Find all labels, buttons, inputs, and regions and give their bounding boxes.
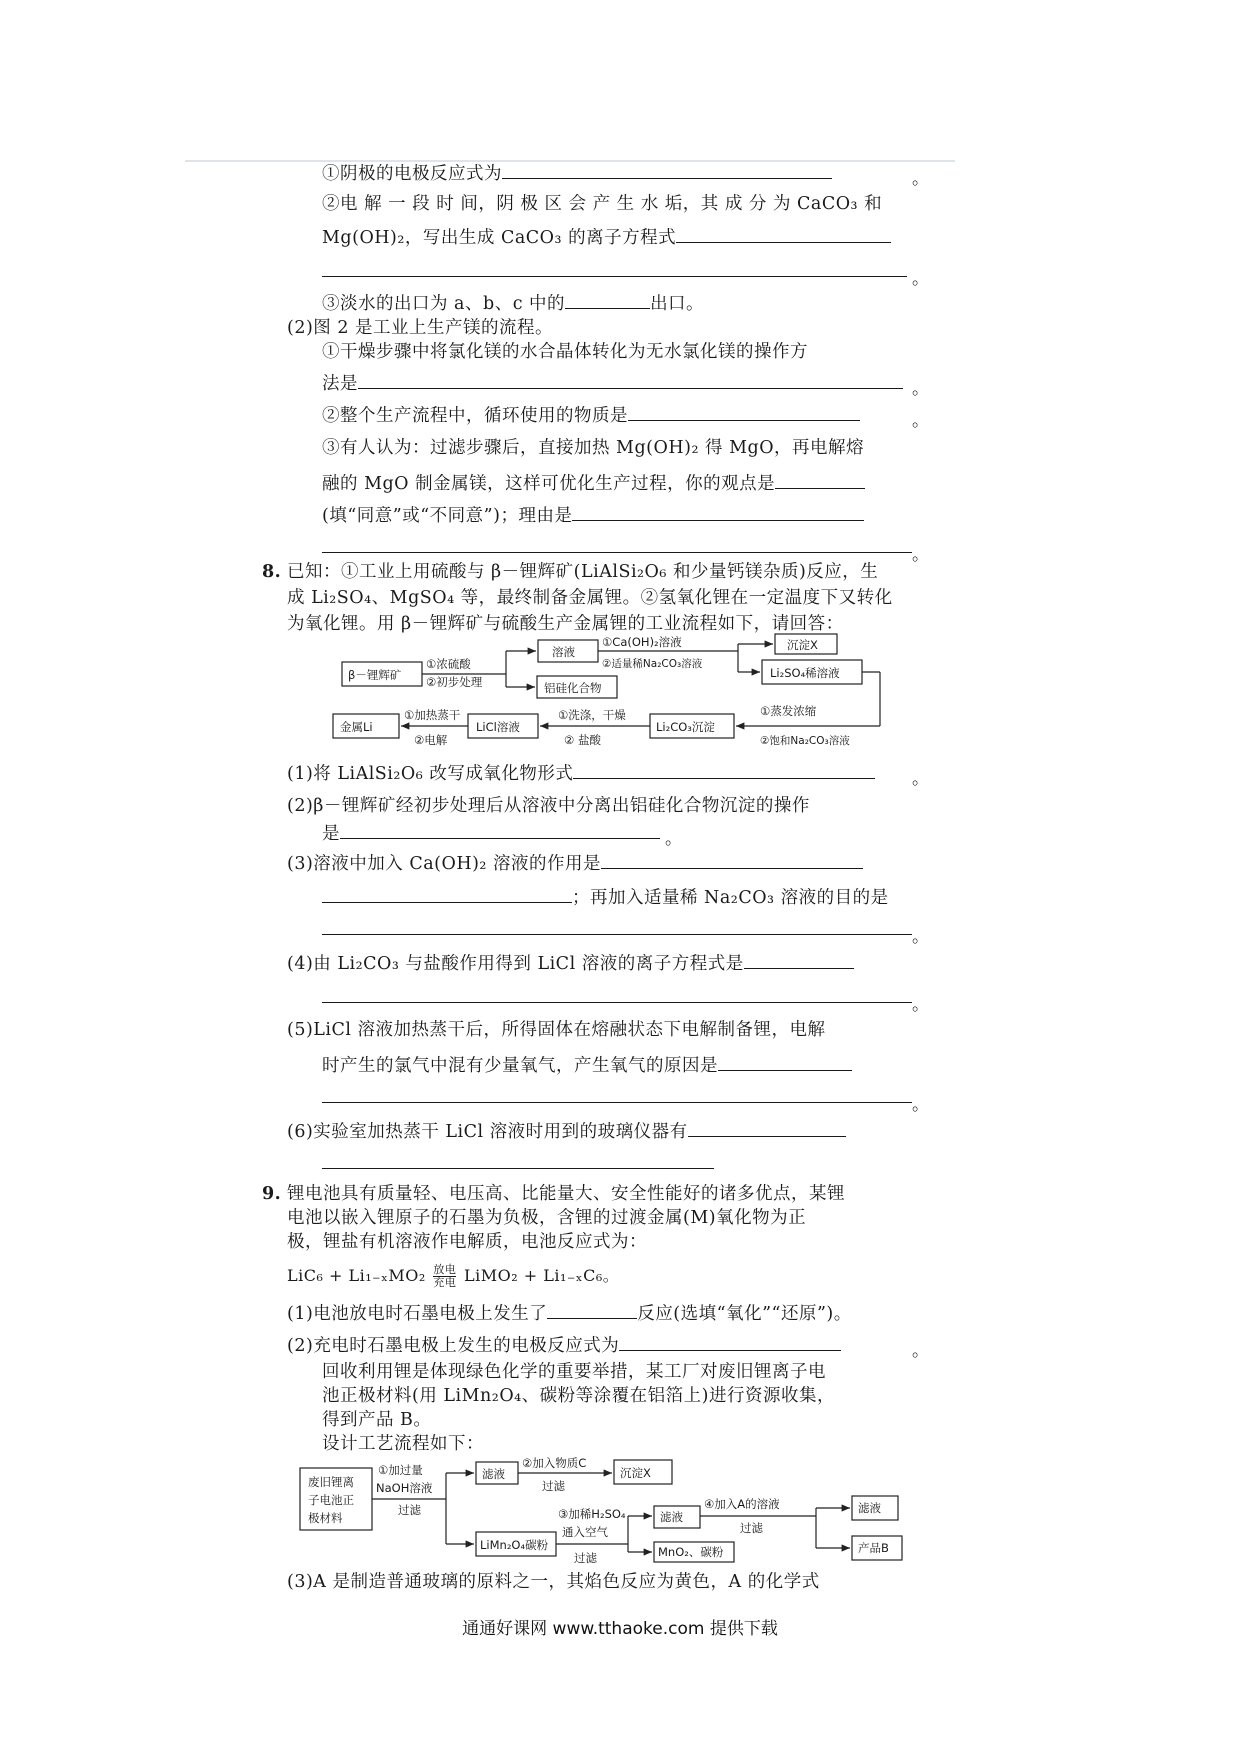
answer-blank[interactable] xyxy=(718,1052,852,1071)
q8-intro-line3: 为氧化锂。用 β－锂辉矿与硫酸生产金属锂的工业流程如下，请回答： xyxy=(287,614,844,634)
q9-3: (3)A 是制造普通玻璃的原料之一，其焰色反应为黄色，A 的化学式 xyxy=(287,1572,820,1592)
flow-hcl: ② 盐酸 xyxy=(564,733,601,747)
flow-s2b: 过滤 xyxy=(542,1479,565,1493)
flow-filtrate3: 滤液 xyxy=(858,1501,881,1515)
answer-blank[interactable] xyxy=(688,1118,846,1137)
flow-s2: ②加入物质C xyxy=(522,1456,587,1470)
q9-flowchart xyxy=(296,1454,932,1566)
answer-blank[interactable] xyxy=(358,370,903,389)
flow-elec: ②电解 xyxy=(414,733,448,747)
answer-blank[interactable] xyxy=(619,1332,841,1351)
q9-intro-line3: 极，锂盐有机溶液作电解质，电池反应式为： xyxy=(287,1232,647,1252)
q7-3-2-line2: Mg(OH)₂，写出生成 CaCO₃ 的离子方程式 xyxy=(322,224,891,250)
answer-line[interactable] xyxy=(322,276,907,277)
q9-para-line3: 得到产品 B。 xyxy=(322,1410,432,1430)
flow-limn: LiMn₂O₄碳粉 xyxy=(480,1538,549,1552)
flow-step1b: ②初步处理 xyxy=(426,675,483,689)
flow-li2so4: Li₂SO₄稀溶液 xyxy=(770,666,840,680)
flow-s1b: NaOH溶液 xyxy=(376,1481,433,1495)
flow-pptx: 沉淀X xyxy=(620,1466,651,1480)
flow-li2co3: Li₂CO₃沉淀 xyxy=(656,720,715,734)
answer-blank[interactable] xyxy=(601,850,863,869)
q7-3-1: ①阴极的电极反应式为 xyxy=(322,160,832,186)
q9-para-line1: 回收利用锂是体现绿色化学的重要举措，某工厂对废旧锂离子电 xyxy=(322,1362,826,1382)
answer-blank[interactable] xyxy=(744,950,854,969)
flow-src1: 废旧锂离 xyxy=(308,1475,354,1489)
q9-intro-line2: 电池以嵌入锂原子的石墨为负极，含锂的过渡金属(M)氧化物为正 xyxy=(287,1208,807,1228)
q9-intro-line1: 锂电池具有质量轻、电压高、比能量大、安全性能好的诸多优点，某锂 xyxy=(287,1184,845,1204)
q7-part2: (2)图 2 是工业上生产镁的流程。 xyxy=(287,318,554,338)
answer-blank[interactable] xyxy=(340,820,660,839)
flow-wash: ①洗涤，干燥 xyxy=(558,708,626,722)
flow-s1c: 过滤 xyxy=(398,1503,421,1517)
footer-text: 通通好课网 www.tthaoke.com 提供下载 xyxy=(462,1619,778,1639)
q7-2-3-line1: ③有人认为：过滤步骤后，直接加热 Mg(OH)₂ 得 MgO，再电解熔 xyxy=(322,438,865,458)
answer-blank[interactable] xyxy=(565,290,650,309)
answer-blank[interactable] xyxy=(322,884,572,903)
flow-s4b: 过滤 xyxy=(740,1521,763,1535)
q9-equation: $LiC_6 + Li_{1-x}MO_2 \frac{\text{放电}}{\text{充电}}$ LiMO₂ + Li₁₋ₓC₆。 xyxy=(287,1263,620,1289)
q7-3-2-line1: ②电 解 一 段 时 间，阴 极 区 会 产 生 水 垢，其 成 分 为 CaCO₃ 和 xyxy=(322,194,883,214)
q7-2-3-line2: 融的 MgO 制金属镁，这样可优化生产过程，你的观点是 xyxy=(322,470,865,496)
flow-s3b: 通入空气 xyxy=(562,1525,608,1539)
q8-5-line2: 时产生的氯气中混有少量氧气，产生氧气的原因是 xyxy=(322,1052,852,1078)
answer-blank[interactable] xyxy=(676,224,891,243)
flow-licl: LiCl溶液 xyxy=(476,720,520,734)
q8-intro-line2: 成 Li₂SO₄、MgSO₄ 等，最终制备金属锂。②氢氧化锂在一定温度下又转化 xyxy=(287,588,893,608)
flow-heat: ①加热蒸干 xyxy=(404,708,461,722)
q8-3-line1: (3)溶液中加入 Ca(OH)₂ 溶液的作用是 xyxy=(287,850,863,876)
q7-2-3-line3: (填“同意”或“不同意”)；理由是 xyxy=(322,502,864,528)
flow-s4: ④加入A的溶液 xyxy=(704,1497,780,1511)
flow-s1: ①加过量 xyxy=(378,1463,423,1477)
q8-2-line1: (2)β－锂辉矿经初步处理后从溶液中分离出铝硅化合物沉淀的操作 xyxy=(287,796,810,816)
answer-line[interactable] xyxy=(322,1168,714,1169)
answer-blank[interactable] xyxy=(572,502,864,521)
q7-2-2: ②整个生产流程中，循环使用的物质是 xyxy=(322,402,860,428)
flow-filtrate1: 滤液 xyxy=(482,1467,505,1481)
flow-mno2: MnO₂、碳粉 xyxy=(658,1545,724,1559)
q8-5-line1: (5)LiCl 溶液加热蒸干后，所得固体在熔融状态下电解制备锂，电解 xyxy=(287,1020,826,1040)
q8-1: (1)将 LiAlSi₂O₆ 改写成氧化物形式 xyxy=(287,760,875,786)
q8-2-line2: 是 xyxy=(322,820,660,846)
q8-4: (4)由 Li₂CO₃ 与盐酸作用得到 LiCl 溶液的离子方程式是 xyxy=(287,950,854,976)
answer-line[interactable] xyxy=(322,552,912,553)
q8-number: 8. xyxy=(262,562,282,582)
flow-step1a: ①浓硫酸 xyxy=(426,657,471,671)
answer-blank[interactable] xyxy=(502,160,832,179)
flow-evap: ①蒸发浓缩 xyxy=(760,704,817,718)
flow-ore: β－锂辉矿 xyxy=(348,668,402,682)
equation-arrow: $\frac{\text{放电}}{\text{充电}}$ xyxy=(433,1263,457,1289)
flow-src2: 子电池正 xyxy=(308,1493,354,1507)
flow-filtrate2: 滤液 xyxy=(660,1510,683,1524)
q9-1: (1)电池放电时石墨电极上发生了 反应(选填“氧化”“还原”)。 xyxy=(287,1300,852,1326)
q8-3-line2: ；再加入适量稀 Na₂CO₃ 溶液的目的是 xyxy=(322,884,889,910)
q9-2: (2)充电时石墨电极上发生的电极反应式为 xyxy=(287,1332,841,1358)
flow-na2co3: ②适量稀Na₂CO₃溶液 xyxy=(602,658,703,670)
q7-3-3: ③淡水的出口为 a、b、c 中的 出口。 xyxy=(322,290,704,316)
q9-para-line4: 设计工艺流程如下： xyxy=(322,1434,484,1454)
flow-satna: ②饱和Na₂CO₃溶液 xyxy=(760,735,850,747)
q8-flowchart xyxy=(330,632,890,750)
answer-blank[interactable] xyxy=(775,470,865,489)
answer-line[interactable] xyxy=(322,1102,912,1103)
q7-2-1-line2: 法是 xyxy=(322,370,903,396)
flow-src3: 极材料 xyxy=(308,1511,343,1525)
flow-s3c: 过滤 xyxy=(574,1551,597,1565)
flow-alsi: 铝硅化合物 xyxy=(544,681,602,695)
q9-number: 9. xyxy=(262,1184,282,1204)
flow-ppt: 沉淀X xyxy=(787,638,818,652)
flow-product: 产品B xyxy=(858,1541,889,1555)
q9-para-line2: 池正极材料(用 LiMn₂O₄、碳粉等涂覆在铝箔上)进行资源收集， xyxy=(322,1386,836,1406)
flow-s3: ③加稀H₂SO₄ xyxy=(558,1507,626,1521)
q8-intro-line1: 已知：①工业上用硫酸与 β－锂辉矿(LiAlSi₂O₆ 和少量钙镁杂质)反应，生 xyxy=(287,562,879,582)
flow-metal: 金属Li xyxy=(340,720,373,734)
answer-blank[interactable] xyxy=(547,1300,637,1319)
flow-solution: 溶液 xyxy=(552,645,575,659)
q7-2-1-line1: ①干燥步骤中将氯化镁的水合晶体转化为无水氯化镁的操作方 xyxy=(322,342,808,362)
flow-ca: ①Ca(OH)₂溶液 xyxy=(602,635,682,649)
q8-6: (6)实验室加热蒸干 LiCl 溶液时用到的玻璃仪器有 xyxy=(287,1118,846,1144)
answer-line[interactable] xyxy=(322,934,912,935)
answer-blank[interactable] xyxy=(573,760,875,779)
answer-blank[interactable] xyxy=(628,402,860,421)
answer-line[interactable] xyxy=(322,1002,912,1003)
